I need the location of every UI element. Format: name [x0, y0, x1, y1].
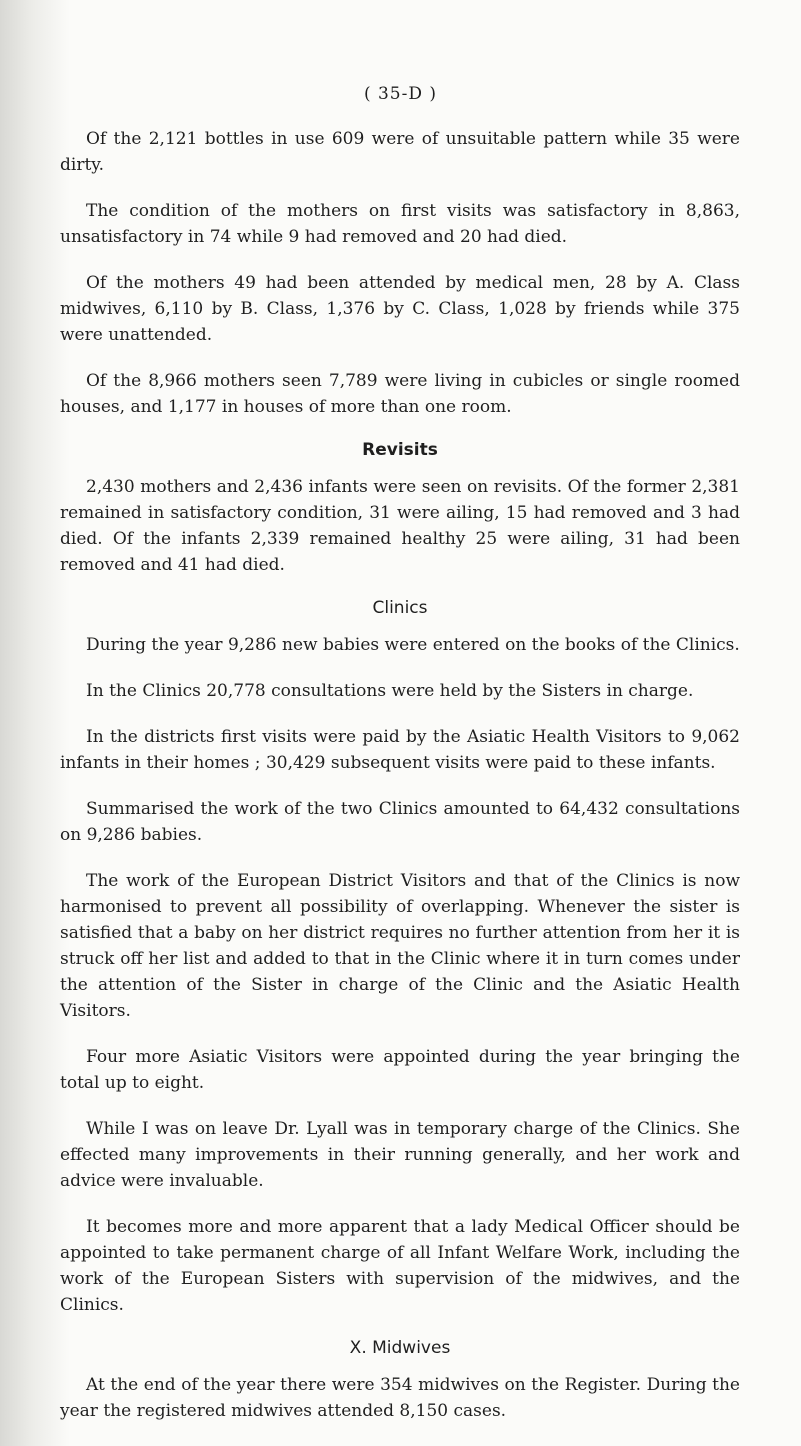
paragraph-dr-lyall: While I was on leave Dr. Lyall was in temporary charge of the Clinics. She effected many improvements in their running generally, and her work and advice were invaluable.	[60, 1119, 740, 1191]
heading-midwives: X. Midwives	[349, 1338, 451, 1358]
page-number: ( 35-D )	[363, 84, 438, 104]
paragraph-mothers-condition: The condition of the mothers on first visits was satisfactory in 8,863, unsatisfactory in 74 while 9 had removed and 20 had died.	[60, 201, 740, 247]
paragraph-visitors-appointed: Four more Asiatic Visitors were appointed during the year bringing the total up to eight.	[60, 1047, 740, 1093]
paragraph-consultations: In the Clinics 20,778 consultations were held by the Sisters in charge.	[86, 681, 694, 701]
paragraph-midwives: At the end of the year there were 354 midwives on the Register. During the year the registered midwives attended 8,150 cases.	[60, 1375, 740, 1421]
paragraph-bottles: Of the 2,121 bottles in use 609 were of unsuitable pattern while 35 were dirty.	[60, 129, 740, 175]
paragraph-summary: Summarised the work of the two Clinics amounted to 64,432 consultations on 9,286 babies.	[60, 799, 740, 845]
paragraph-district-visits: In the districts first visits were paid by the Asiatic Health Visitors to 9,062 infants in their homes ; 30,429 subsequent visits were paid to these infants.	[60, 727, 740, 773]
paragraph-harmonised-work: The work of the European District Visitors and that of the Clinics is now harmonised to prevent all possibility of overlapping. Whenever the sister is satisfied that a baby on her district requires no further attention from her it is struck off her list and added to that in the Clinic where it in turn comes under the attention of the Sister in charge of the Clinic and the Asiatic Health Visitors.	[60, 871, 740, 1021]
paragraph-revisits: 2,430 mothers and 2,436 infants were seen on revisits. Of the former 2,381 remained in satisfactory condition, 31 were ailing, 15 had removed and 3 had died. Of the infants 2,339 remained healthy 25 were ailing, 31 had been removed and 41 had died.	[60, 477, 740, 575]
paragraph-new-babies: During the year 9,286 new babies were entered on the books of the Clinics.	[86, 635, 740, 655]
paragraph-lady-medical-officer: It becomes more and more apparent that a lady Medical Officer should be appointed to take permanent charge of all Infant Welfare Work, including the work of the European Sisters with supervision of the midwives, and the Clinics.	[60, 1217, 740, 1315]
heading-revisits: Revisits	[362, 440, 438, 460]
paragraph-mothers-attended: Of the mothers 49 had been attended by medical men, 28 by A. Class midwives, 6,110 by B. Class, 1,376 by C. Class, 1,028 by friends while 375 were unattended.	[60, 273, 740, 345]
document-body	[60, 126, 740, 1444]
heading-clinics: Clinics	[372, 598, 428, 618]
paragraph-mothers-housing: Of the 8,966 mothers seen 7,789 were living in cubicles or single roomed houses, and 1,177 in houses of more than one room.	[60, 371, 740, 417]
